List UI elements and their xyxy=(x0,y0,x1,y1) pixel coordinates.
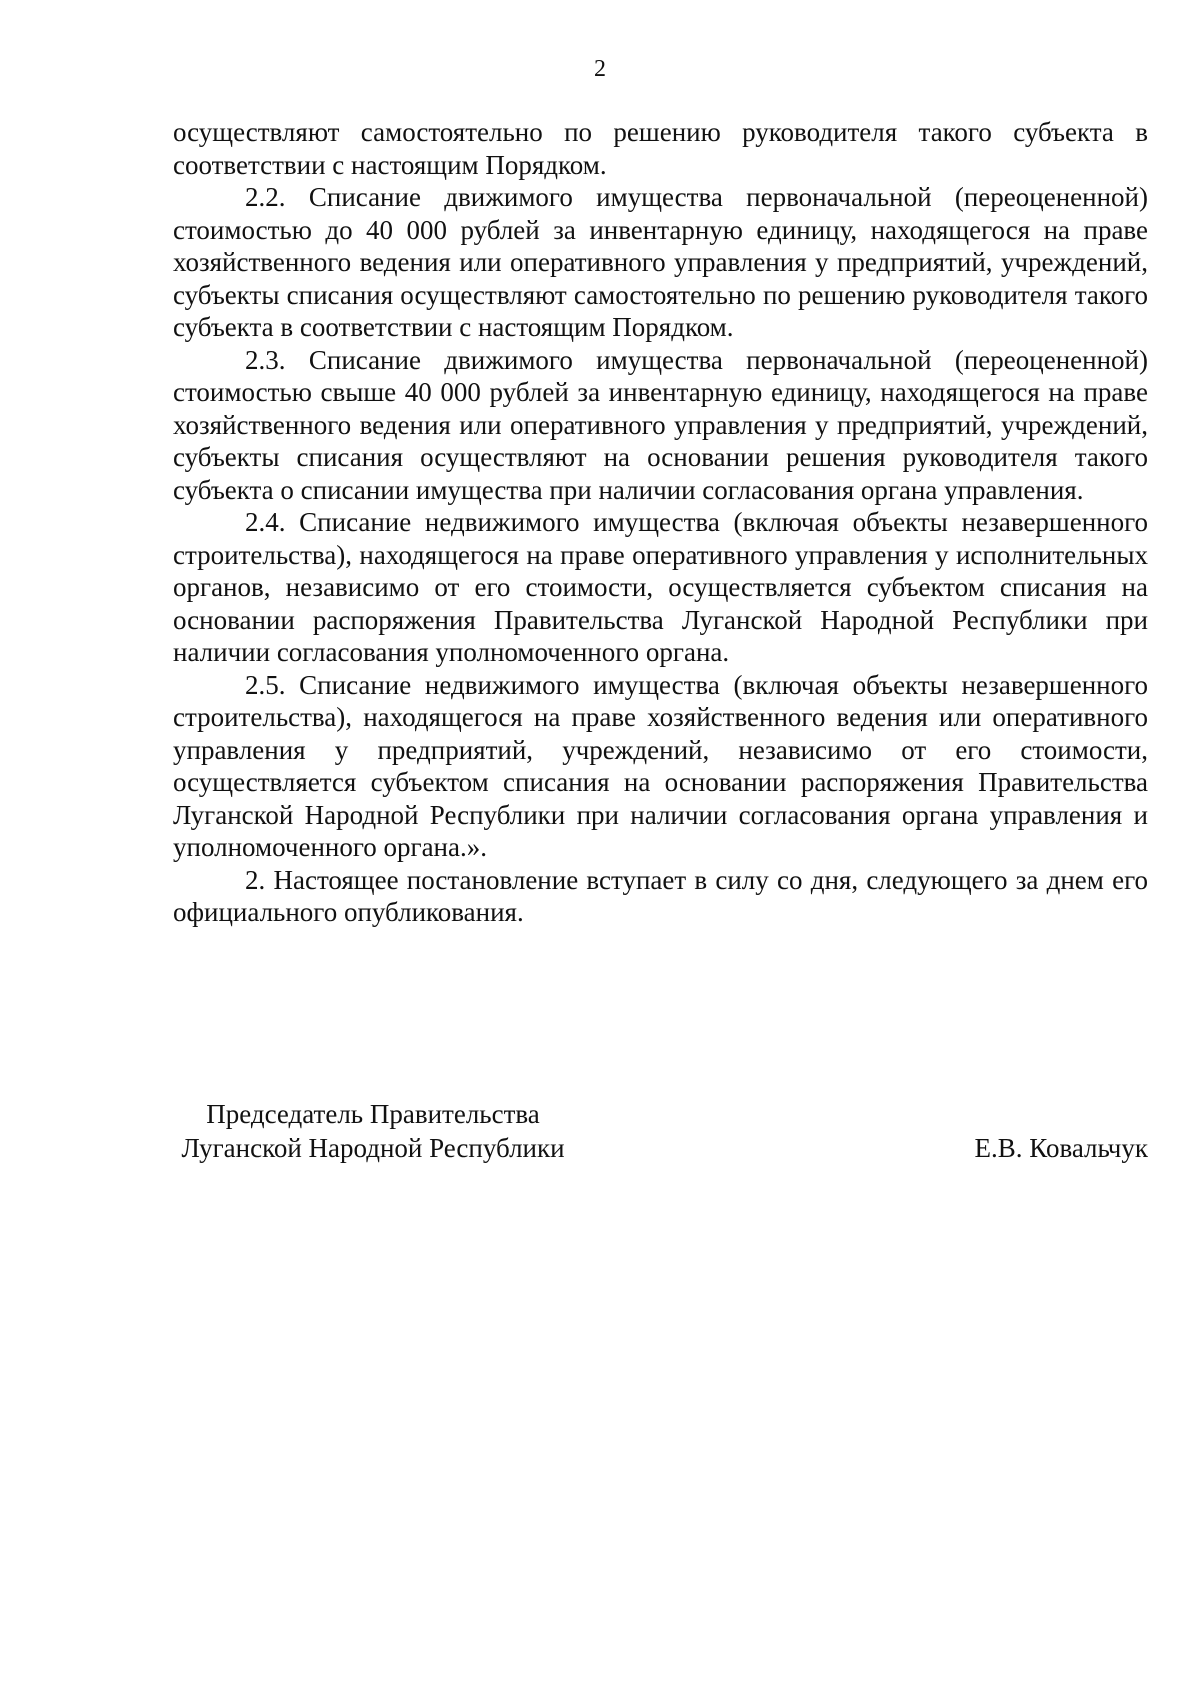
signatory-position-line1: Председатель Правительства xyxy=(206,1099,540,1129)
signatory-name: Е.В. Ковальчук xyxy=(974,1133,1148,1163)
paragraph-continuation: осуществляют самостоятельно по решению руководителя такого субъекта в соответствии с настоящим Порядком. xyxy=(173,117,1148,180)
paragraph-2-4: 2.4. Списание недвижимого имущества (включая объекты незавершенного строительства), находящегося на праве оперативного управления у исполнительных органов, независимо от его стоимости, осуществляется субъектом списания на основании распоряжения Правительства Луганской Народной Республики при наличии согласования уполномоченного органа. xyxy=(173,507,1148,667)
paragraph-2-5: 2.5. Списание недвижимого имущества (включая объекты незавершенного строительства), находящегося на праве хозяйственного ведения или оперативного управления у предприятий, учреждений, независимо от его стоимости, осуществляется субъектом списания на основании распоряжения Правительства Луганской Народной Республики при наличии согласования органа управления и уполномоченного органа.». xyxy=(173,669,1148,862)
signatory-position-line2: Луганской Народной Республики xyxy=(181,1133,565,1163)
paragraph-2-3: 2.3. Списание движимого имущества первоначальной (переоцененной) стоимостью свыше 40 000 рублей за инвентарную единицу, находящегося на праве хозяйственного ведения или оперативного управления у предприятий, учреждений, субъекты списания осуществляют на основании решения руководителя такого субъекта о списании имущества при наличии согласования органа управления. xyxy=(173,344,1148,505)
document-body xyxy=(173,116,1148,929)
signatory-position xyxy=(173,1097,573,1165)
paragraph-2-2: 2.2. Списание движимого имущества первоначальной (переоцененной) стоимостью до 40 000 рублей за инвентарную единицу, находящегося на праве хозяйственного ведения или оперативного управления у предприятий, учреждений, субъекты списания осуществляют самостоятельно по решению руководителя такого субъекта в соответствии с настоящим Порядком. xyxy=(173,182,1148,342)
paragraph-effective-date: 2. Настоящее постановление вступает в силу со дня, следующего за днем его официального опубликования. xyxy=(173,864,1148,927)
page-number: 2 xyxy=(594,56,606,82)
